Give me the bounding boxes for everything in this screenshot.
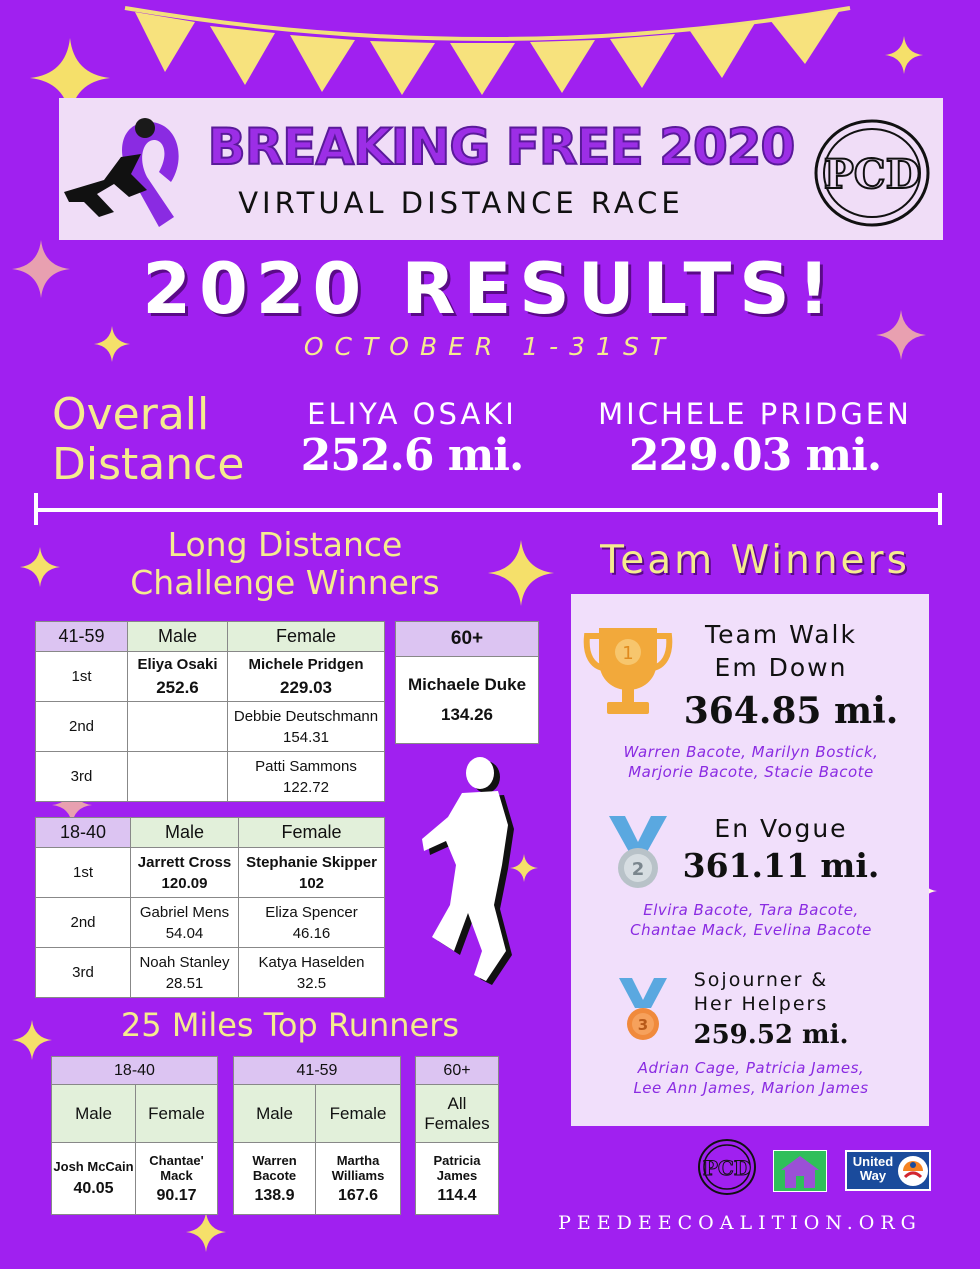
overall-female-distance: 229.03 mi. bbox=[628, 430, 882, 481]
long-distance-title bbox=[70, 526, 500, 602]
table-row bbox=[396, 657, 539, 744]
female-winner-cell: Eliza Spencer 46.16 bbox=[239, 898, 385, 948]
overall-female-name: MICHELE PRIDGEN bbox=[598, 397, 912, 431]
team-name: Sojourner & Her Helpers bbox=[693, 969, 829, 1015]
team-members: Elvira Bacote, Tara Bacote, Chantae Mack, Evelina Bacote bbox=[630, 901, 872, 939]
rank-number: 1 bbox=[622, 643, 634, 664]
gold-trophy-icon bbox=[581, 622, 675, 718]
male-header: Male bbox=[131, 818, 239, 848]
house-logo-icon bbox=[773, 1150, 827, 1192]
male-winner-cell bbox=[128, 752, 228, 802]
female-winner-cell: Debbie Deutschmann 154.31 bbox=[228, 702, 385, 752]
place-cell: 3rd bbox=[36, 752, 128, 802]
male-runner-cell: Warren Bacote 138.9 bbox=[234, 1143, 316, 1215]
male-header: Male bbox=[52, 1085, 136, 1143]
bronze-medal-icon bbox=[615, 974, 671, 1044]
overall-label-line2: Distance bbox=[52, 439, 245, 490]
male-runner-cell: Josh McCain 40.05 bbox=[52, 1143, 136, 1215]
sparkle-icon bbox=[186, 1212, 226, 1252]
team-members: Warren Bacote, Marilyn Bostick, Marjorie Bacote, Stacie Bacote bbox=[623, 743, 879, 781]
age-group-header: 60+ bbox=[416, 1057, 499, 1085]
top-runners-table-18-40 bbox=[51, 1056, 218, 1215]
female-runner-cell: Chantae' Mack 90.17 bbox=[136, 1143, 218, 1215]
female-header: Female bbox=[239, 818, 385, 848]
table-row bbox=[36, 948, 385, 998]
rank-number: 3 bbox=[637, 1016, 649, 1034]
male-winner-cell: Jarrett Cross 120.09 bbox=[131, 848, 239, 898]
overall-male-distance: 252.6 mi. bbox=[300, 430, 524, 481]
table-row bbox=[234, 1143, 401, 1215]
table-row bbox=[36, 848, 385, 898]
overall-male-name: ELIYA OSAKI bbox=[307, 397, 517, 431]
age-group-header: 41-59 bbox=[36, 622, 128, 652]
team-distance: 364.85 mi. bbox=[683, 690, 899, 732]
age-group-header: 41-59 bbox=[234, 1057, 401, 1085]
female-winner-cell: Stephanie Skipper 102 bbox=[239, 848, 385, 898]
united-way-logo bbox=[845, 1150, 931, 1191]
male-winner-cell: Noah Stanley 28.51 bbox=[131, 948, 239, 998]
overall-distance-label bbox=[52, 390, 244, 490]
team-name: En Vogue bbox=[714, 814, 848, 843]
ribbon-runner-logo bbox=[59, 102, 199, 238]
table-row bbox=[416, 1143, 499, 1215]
pcd-logo-text: PCD bbox=[702, 1156, 752, 1180]
results-headline: 2020 RESULTS! bbox=[142, 248, 838, 330]
male-header: Male bbox=[128, 622, 228, 652]
female-winner-cell: Katya Haselden 32.5 bbox=[239, 948, 385, 998]
team-distance: 259.52 mi. bbox=[693, 1020, 849, 1050]
place-cell: 1st bbox=[36, 652, 128, 702]
divider-end-right bbox=[938, 493, 942, 525]
section-divider bbox=[36, 508, 942, 512]
male-winner-cell: Gabriel Mens 54.04 bbox=[131, 898, 239, 948]
place-cell: 2nd bbox=[36, 702, 128, 752]
table-row bbox=[36, 898, 385, 948]
place-cell: 3rd bbox=[36, 948, 131, 998]
event-dates: OCTOBER 1-31ST bbox=[303, 332, 677, 361]
female-header: Female bbox=[136, 1085, 218, 1143]
banner-subtitle: VIRTUAL DISTANCE RACE bbox=[238, 186, 684, 220]
female-header: Female bbox=[228, 622, 385, 652]
ld-title-line1: Long Distance bbox=[167, 525, 403, 564]
divider-end-left bbox=[34, 493, 38, 525]
team-members: Adrian Cage, Patricia James, Lee Ann James, Marion James bbox=[633, 1059, 869, 1097]
table-row bbox=[36, 702, 385, 752]
results-table-60-plus bbox=[395, 621, 539, 744]
place-cell: 2nd bbox=[36, 898, 131, 948]
website-url[interactable]: PEEDEECOALITION.ORG bbox=[558, 1212, 922, 1234]
sparkle-icon bbox=[12, 1020, 52, 1060]
subgroup-header: All Females bbox=[416, 1085, 499, 1143]
pcd-logo-text: PCD bbox=[823, 151, 921, 198]
banner-title: BREAKING FREE 2020 bbox=[207, 118, 795, 176]
top-runners-table-60-plus bbox=[415, 1056, 499, 1215]
sparkle-icon bbox=[885, 36, 923, 74]
female-runner-cell: Martha Williams 167.6 bbox=[316, 1143, 401, 1215]
male-header: Male bbox=[234, 1085, 316, 1143]
team-winners-title: Team Winners bbox=[600, 538, 910, 583]
female-winner-cell: Michele Pridgen 229.03 bbox=[228, 652, 385, 702]
united-way-text-1: United bbox=[852, 1154, 894, 1169]
winner-cell: Michaele Duke 134.26 bbox=[396, 657, 539, 744]
age-group-header: 60+ bbox=[396, 622, 539, 657]
overall-label-line1: Overall bbox=[52, 389, 210, 440]
place-cell: 1st bbox=[36, 848, 131, 898]
ld-title-line2: Challenge Winners bbox=[130, 563, 440, 602]
runner-cell: Patricia James 114.4 bbox=[416, 1143, 499, 1215]
bunting-decoration bbox=[0, 0, 980, 100]
male-winner-cell: Eliya Osaki 252.6 bbox=[128, 652, 228, 702]
age-group-header: 18-40 bbox=[36, 818, 131, 848]
results-table-18-40 bbox=[35, 817, 385, 998]
table-row bbox=[36, 752, 385, 802]
silver-medal-icon bbox=[603, 812, 673, 892]
pcd-logo bbox=[813, 118, 931, 228]
female-winner-cell: Patti Sammons 122.72 bbox=[228, 752, 385, 802]
sparkle-icon bbox=[20, 547, 60, 587]
top-runners-table-41-59 bbox=[233, 1056, 401, 1215]
header-banner bbox=[59, 98, 943, 240]
pcd-logo-small bbox=[697, 1138, 757, 1196]
team-winners-panel bbox=[571, 594, 929, 1126]
female-header: Female bbox=[316, 1085, 401, 1143]
table-row bbox=[36, 652, 385, 702]
male-winner-cell bbox=[128, 702, 228, 752]
united-way-text-2: Way bbox=[859, 1168, 887, 1183]
team-distance: 361.11 mi. bbox=[682, 846, 880, 885]
team-name: Team Walk Em Down bbox=[705, 620, 857, 682]
rank-number: 2 bbox=[631, 859, 645, 880]
table-row bbox=[52, 1143, 218, 1215]
results-table-41-59 bbox=[35, 621, 385, 802]
top-runners-title: 25 Miles Top Runners bbox=[120, 1006, 460, 1044]
united-way-hand-icon bbox=[897, 1155, 929, 1187]
runner-silhouette-icon bbox=[410, 755, 530, 995]
age-group-header: 18-40 bbox=[52, 1057, 218, 1085]
